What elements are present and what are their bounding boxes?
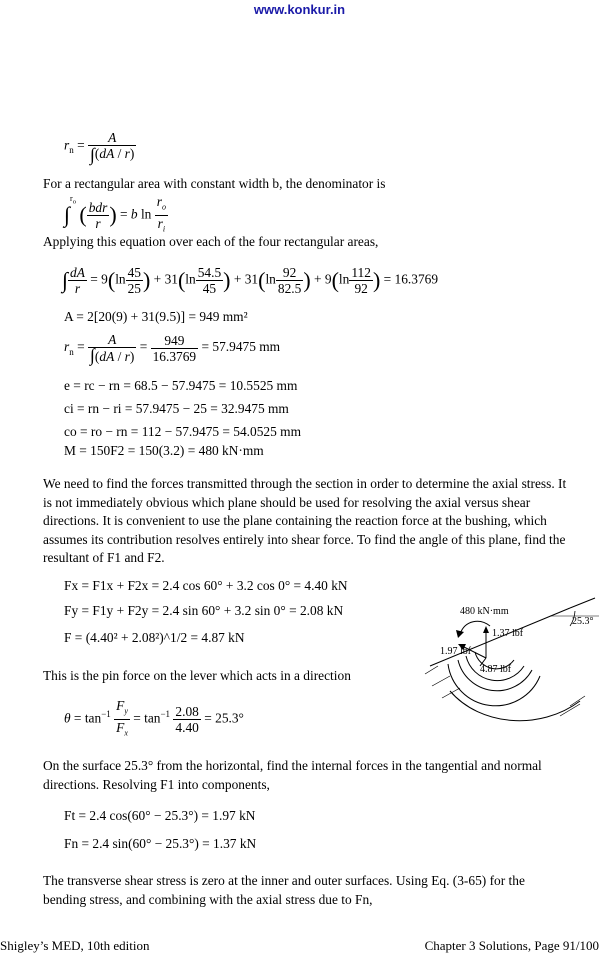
- eq-moment: M = 150F2 = 150(3.2) = 480 kN·mm: [64, 443, 264, 458]
- text-forces: We need to find the forces transmitted through the section in order to determine the axial stress. It is not immediately obvious which plane should be used for resolving the axial versus shear directions. It is convenient to use the plane containing the reaction force at the bushing, which assumes its contribution resolves entirely into shear force. To find the angle of this plane, find the resultant of F1 and F2.: [43, 476, 567, 565]
- integral-rect: ∫$^{r_o}$ ( $\frac{\text{bdr}}{r}$ ) = b ln $\frac{r_o}{r_i}$: [64, 194, 166, 234]
- theta-value: = 25.3°: [204, 710, 244, 726]
- moment-label: 480 kN·mm: [460, 606, 509, 617]
- text-rect-intro: For a rectangular area with constant width b, the denominator is: [43, 176, 386, 191]
- sum-equation: ∫ $\frac{dA}{r}$ = 9(ln $\frac{45}{25}$ ) + 31(ln $\frac{54.5}{45}$ ) + 31(ln $\frac{92}{82.5}$ ) + 9(ln $\frac{112}{92}$ ) = 16.3769: [62, 265, 439, 296]
- eq-fn: Fn = 2.4 sin(60° − 25.3°) = 1.37 kN: [64, 836, 257, 851]
- eq-rn: $r_n$ = $\frac{A}{\int(dA / r)}$ = $\frac{949}{16.3769}$ = 57.9475 mm: [64, 332, 281, 365]
- ft-label: 1.97 lbf: [440, 646, 472, 657]
- eq-e: e = rc − rn = 68.5 − 57.9475 = 10.5525 mm: [64, 378, 298, 393]
- lever-figure: [420, 596, 599, 736]
- text-apply: Applying this equation over each of the four rectangular areas,: [43, 234, 379, 249]
- text-surface: On the surface 25.3° from the horizontal, find the internal forces in the tangential and normal directions. Resolving F1 into components,: [43, 758, 542, 792]
- eq-co: co = ro − rn = 112 − 57.9475 = 54.0525 mm: [64, 424, 301, 439]
- text-pin: This is the pin force on the lever which acts in a direction: [43, 668, 351, 683]
- footer-right: Chapter 3 Solutions, Page 91/100: [424, 938, 599, 953]
- angle-label: 25.3°: [572, 616, 594, 627]
- f-label: 4.87 lbf: [480, 664, 512, 675]
- site-header[interactable]: www.konkur.in: [253, 2, 346, 17]
- eq-ci: ci = rn − ri = 57.9475 − 25 = 32.9475 mm: [64, 401, 289, 416]
- text-shear: The transverse shear stress is zero at the inner and outer surfaces. Using Eq. (3-65) for the bending stress, and combining with the axial stress due to Fn,: [43, 873, 525, 907]
- eq-theta: $\theta = \tan^{-1}$ $\frac{F_y}{F_x}$ = $\tan^{-1}$ $\frac{2.08}{4.40}$ = 25.3°: [64, 698, 244, 738]
- footer-left: Shigley’s MED, 10th edition: [0, 938, 150, 953]
- eq-f: F = (4.40² + 2.08²)^1/2 = 4.87 kN: [64, 630, 245, 645]
- rn-value: = 57.9475 mm: [201, 339, 281, 355]
- eq-area: A = 2[20(9) + 31(9.5)] = 949 mm²: [64, 309, 248, 324]
- fn-label: 1.37 lbf: [492, 628, 524, 639]
- eq-fx: Fx = F1x + F2x = 2.4 cos 60° + 3.2 cos 0° = 4.40 kN: [64, 578, 348, 593]
- sum-result: = 16.3769: [383, 271, 439, 287]
- rn-definition: $r_n$ = $\frac{A}{\int(dA / r)}$: [64, 130, 135, 165]
- eq-ft: Ft = 2.4 cos(60° − 25.3°) = 1.97 kN: [64, 808, 256, 823]
- eq-fy: Fy = F1y + F2y = 2.4 sin 60° + 3.2 sin 0° = 2.08 kN: [64, 603, 344, 618]
